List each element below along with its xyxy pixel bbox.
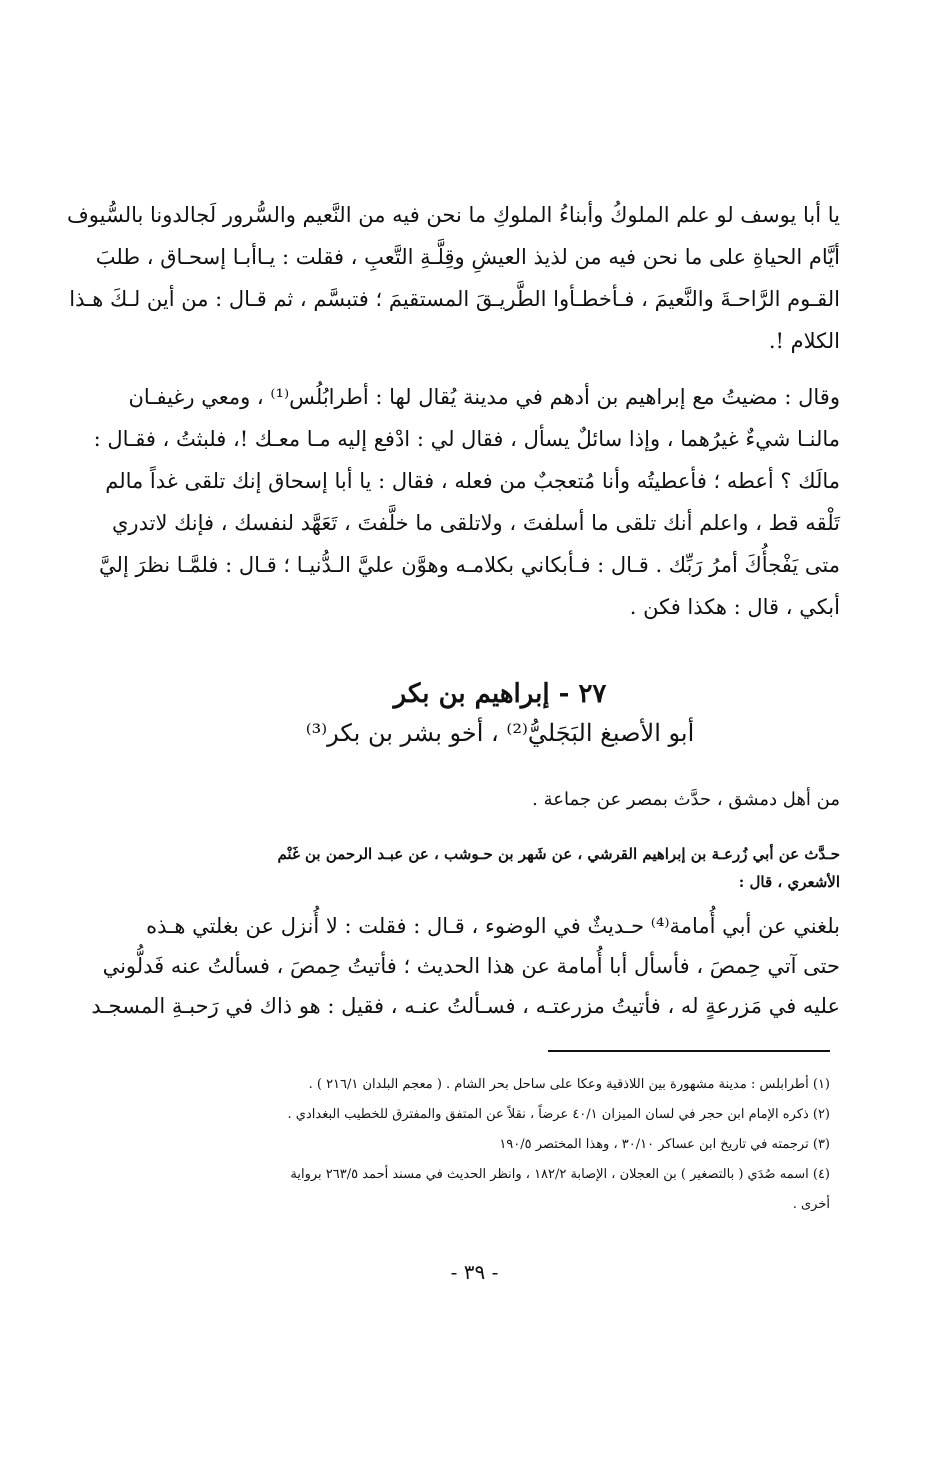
text-line: وقال : مضيتُ مع إبراهيم بن أدهم في مدينة يُقال لها : أطرابُلُس⁽¹⁾ ، ومعي رغيفـان xyxy=(128,385,840,409)
chain-line: حـدَّث عن أبي زُرعـة بن إبراهيم القرشي ، عن شَهر بن حـوشب ، عن عبـد الرحمن بن غَنْم xyxy=(277,845,840,863)
text-line: متى يَفْجأُكَ أمرُ رَبِّك . قـال : فـأبكاني بكلامـه وهوَّن عليَّ الـدُّنيـا ؛ قـال : فلمَّـا نظرَ إليَّ xyxy=(99,553,840,577)
footnote-separator xyxy=(548,1050,830,1052)
paragraph-3 xyxy=(91,906,840,1026)
entry-subtitle: أبو الأصبغ البَجَليُّ⁽²⁾ ، أخو بشر بن بكر⁽³⁾ xyxy=(305,719,695,747)
text-line: الكلام !. xyxy=(768,329,840,353)
footnote-2: (٢) ذكره الإمام ابن حجر في لسان الميزان ٤٠/١ عرضاً ، نقلاً عن المتفق والمفترق للخطيب البغدادي . xyxy=(287,1107,830,1122)
chain-line: الأشعري ، قال : xyxy=(738,873,840,891)
paragraph-1 xyxy=(67,194,840,362)
footnote-4: (٤) اسمه صُدَي ( بالتصغير ) بن العجلان ، الإصابة ١٨٢/٢ ، وانظر الحديث في مسند أحمد ٢٦٣/٥ برواية xyxy=(290,1167,830,1182)
text-line: مالنـا شيءٌ غيرُهما ، وإذا سائلٌ يسأل ، فقال لي : ادْفع إليه مـا معـك !، فلبثتُ ، فقـال : xyxy=(93,427,840,451)
origin-line: من أهل دمشق ، حدَّث بمصر عن جماعة . xyxy=(532,789,840,810)
paragraph-2 xyxy=(93,376,840,628)
footnote-3: (٣) ترجمته في تاريخ ابن عساكر ٣٠/١٠ ، وهذا المختصر ١٩٠/٥ xyxy=(499,1137,830,1152)
text-line: عليه في مَزرعةٍ له ، فأتيتُ مزرعتـه ، فسـألتُ عنـه ، فقيل : هو ذاك في رَحبـةِ المسجـد xyxy=(91,994,840,1018)
page-number: - ٣٩ - xyxy=(450,1260,499,1284)
text-line: أيَّام الحياةِ على ما نحن فيه من لذيذ العيشِ وقِلَّـةِ التَّعبِ ، فقلت : يـاأبـا إسحـاق ، طلبَ xyxy=(95,245,840,269)
text-line: مالَك ؟ أعطه ؛ فأعطيتُه وأنا مُتعجبٌ من فعله ، فقال : يا أبا إسحاق إنك تلقى غداً مالم xyxy=(105,469,840,493)
text-line: أبكي ، قال : هكذا فكن . xyxy=(629,595,840,619)
footnotes xyxy=(160,1070,830,1220)
text-line: حتى آتي حِمصَ ، فأسأل أبا أُمامة عن هذا الحديث ؛ فأتيتُ حِمصَ ، فسألتُ عنه فَدلُّوني xyxy=(102,954,840,978)
isnad-chain xyxy=(160,840,840,896)
text-line: القـوم الرَّاحـةَ والنَّعيمَ ، فـأخطـأوا الطَّريـقَ المستقيمَ ؛ فتبسَّم ، ثم قـال : من أين لـكَ هـذا xyxy=(69,287,840,311)
entry-title: ٢٧ - إبراهيم بن بكر xyxy=(393,679,607,709)
text-line: يا أبا يوسف لو علم الملوكُ وأبناءُ الملوكِ ما نحن فيه من النَّعيم والسُّرور لَجالدونا بالسُّيوف xyxy=(67,203,840,227)
footnote-1: (١) أطرابلس : مدينة مشهورة بين اللاذقية وعكا على ساحل بحر الشام . ( معجم البلدان ٢١٦/١ ) . xyxy=(308,1077,830,1092)
text-line: بلغني عن أبي أُمامة⁽⁴⁾ حـديثٌ في الوضوء ، قـال : فقلت : لا أُنزل عن بغلتي هـذه xyxy=(146,914,840,938)
footnote-4-continuation: أخرى . xyxy=(792,1197,830,1212)
text-line: تَلْقه قط ، واعلم أنك تلقى ما أسلفتَ ، ولاتلقى ما خلَّفتَ ، تَعَهَّد لنفسك ، فإنك لاتدري xyxy=(112,511,840,535)
